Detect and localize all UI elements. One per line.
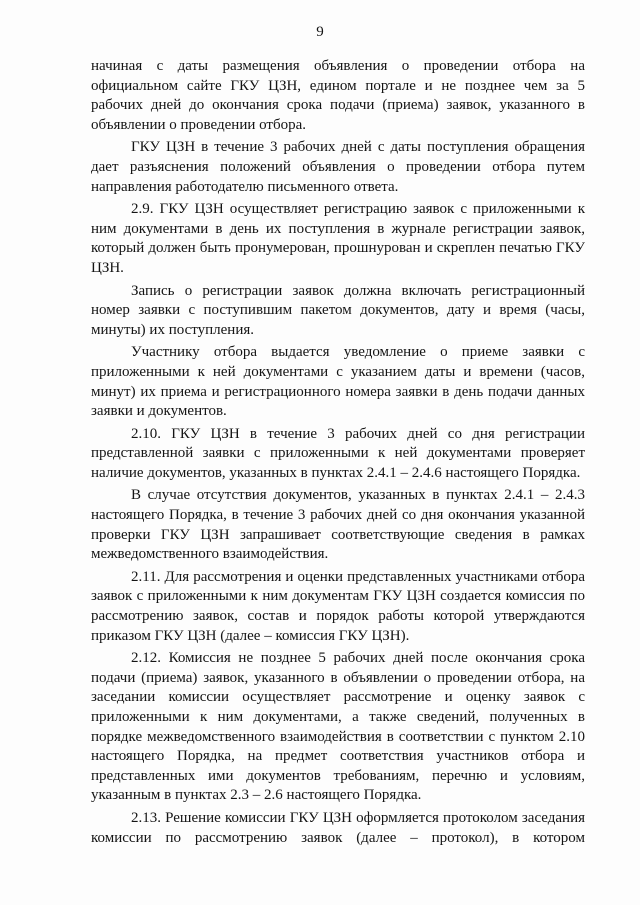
paragraph-registration-record: Запись о регистрации заявок должна включать регистрационный номер заявки с поступившим пакетом документов, дату и время (часы, минуты) их поступления. <box>91 282 585 338</box>
paragraph-notification: Участнику отбора выдается уведомление о приеме заявки с приложенными к ней документами с указанием даты и времени (часов, минут) их приема и регистрационного номера заявки в день подачи данных заявки и документов. <box>91 344 585 420</box>
paragraph-2-10: 2.10. ГКУ ЦЗН в течение 3 рабочих дней со дня регистрации представленной заявки с приложенными к ней документами проверяет наличие документов, указанных в пунктах 2.4.1 – 2.4.6 настоящего Порядка. <box>91 425 585 481</box>
paragraph-continuation: начиная с даты размещения объявления о проведении отбора на официальном сайте ГКУ ЦЗН, едином портале и не позднее чем за 5 рабочих дней до окончания срока подачи (приема) заявок, указанного в объявлении о проведении отбора. <box>91 58 585 133</box>
page-number: 9 <box>316 24 324 40</box>
paragraph-2-12: 2.12. Комиссия не позднее 5 рабочих дней после окончания срока подачи (приема) заявок, указанного в объявлении о проведении отбора, на заседании комиссии осуществляет рассмотрение и оценку заявок с приложенными к ним документами, а также сведений, полученных в порядке межведомственного взаимодействия в соответствии с пунктом 2.10 настоящего Порядка, на предмет соответствия участников отбора и представленных ими документов требованиям, перечню и условиям, указанным в пунктах 2.3 – 2.6 настоящего Порядка. <box>91 650 585 804</box>
paragraph-missing-documents: В случае отсутствия документов, указанных в пунктах 2.4.1 – 2.4.3 настоящего Порядка, в течение 3 рабочих дней со дня окончания указанной проверки ГКУ ЦЗН запрашивает соответствующие сведения в рамках межведомственного взаимодействия. <box>91 487 585 563</box>
paragraph-2-13: 2.13. Решение комиссии ГКУ ЦЗН оформляется протоколом заседания комиссии по рассмотрению заявок (далее – протокол), в котором <box>91 809 585 846</box>
paragraph-clarification: ГКУ ЦЗН в течение 3 рабочих дней с даты поступления обращения дает разъяснения положений объявления о проведении отбора путем направления работодателю письменного ответа. <box>91 139 585 195</box>
paragraph-2-9: 2.9. ГКУ ЦЗН осуществляет регистрацию заявок с приложенными к ним документами в день их поступления в журнале регистрации заявок, который должен быть пронумерован, прошнурован и скреплен печатью ГКУ ЦЗН. <box>91 201 585 276</box>
document-body <box>91 57 585 851</box>
paragraph-2-11: 2.11. Для рассмотрения и оценки представленных участниками отбора заявок с приложенными к ним документам ГКУ ЦЗН создается комиссия по рассмотрению заявок, состав и порядок работы которой утверждаются приказом ГКУ ЦЗН (далее – комиссия ГКУ ЦЗН). <box>91 568 585 644</box>
